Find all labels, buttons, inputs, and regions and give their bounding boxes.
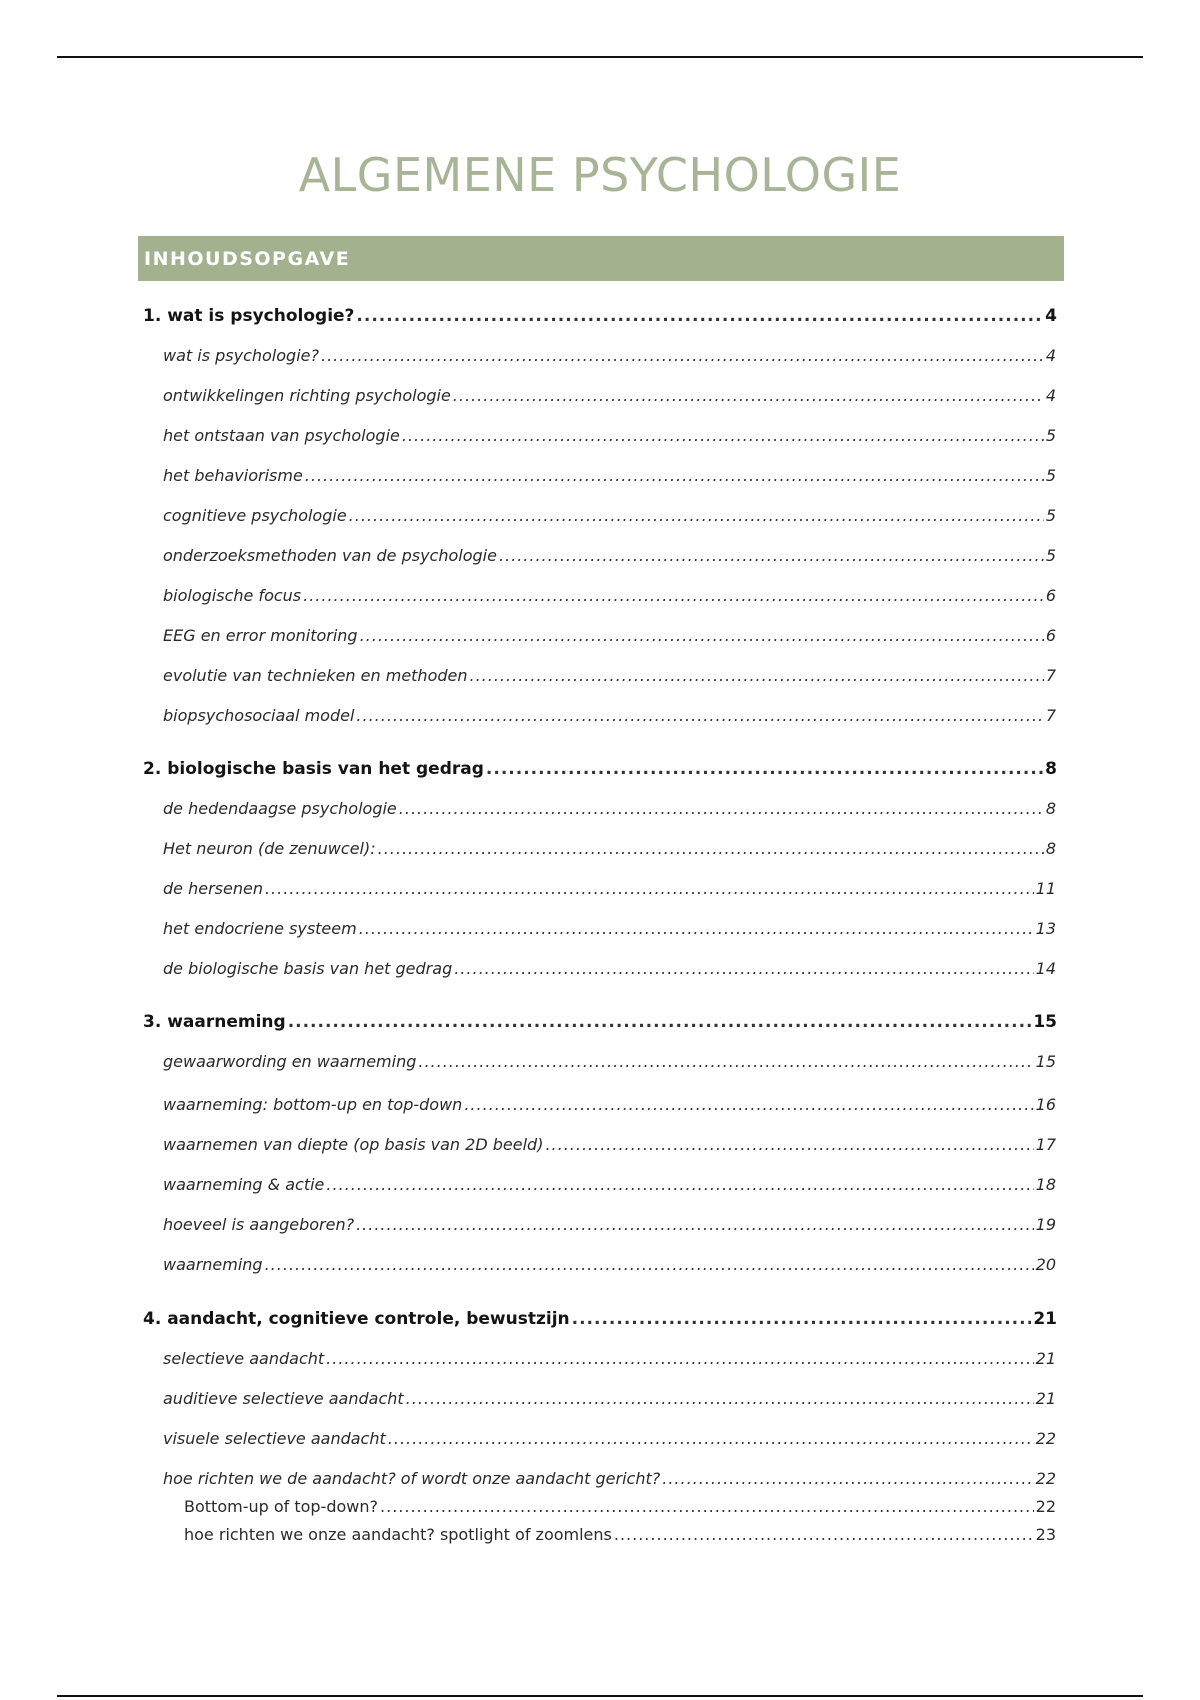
toc-entry-page: 6 bbox=[1045, 626, 1056, 645]
toc-dot-leader bbox=[399, 799, 1044, 818]
toc-entry-label: 2. biologische basis van het gedrag bbox=[143, 759, 484, 779]
toc-entry[interactable] bbox=[163, 1135, 1056, 1154]
toc-dot-leader bbox=[614, 1525, 1034, 1544]
toc-entry[interactable] bbox=[163, 386, 1056, 405]
toc-entry-label: evolutie van technieken en methoden bbox=[163, 666, 468, 685]
toc-entry[interactable] bbox=[163, 1469, 1056, 1488]
toc-entry-label: biologische focus bbox=[163, 586, 302, 605]
toc-dot-leader bbox=[470, 666, 1044, 685]
toc-entry[interactable] bbox=[163, 1349, 1056, 1368]
toc-entry[interactable] bbox=[143, 306, 1057, 326]
toc-entry-page: 19 bbox=[1035, 1215, 1056, 1234]
toc-dot-leader bbox=[486, 759, 1043, 779]
toc-entry-label: de biologische basis van het gedrag bbox=[163, 959, 453, 978]
toc-entry-page: 17 bbox=[1035, 1135, 1056, 1154]
toc-entry-page: 18 bbox=[1035, 1175, 1056, 1194]
toc-entry[interactable] bbox=[163, 626, 1056, 645]
toc-entry-page: 5 bbox=[1045, 466, 1056, 485]
toc-entry-label: hoeveel is aangeboren? bbox=[163, 1215, 355, 1234]
toc-dot-leader bbox=[545, 1135, 1033, 1154]
bottom-rule bbox=[57, 1695, 1143, 1697]
toc-entry[interactable] bbox=[143, 759, 1057, 779]
toc-dot-leader bbox=[356, 706, 1043, 725]
toc-entry[interactable] bbox=[163, 546, 1056, 565]
toc-entry-page: 21 bbox=[1035, 1389, 1056, 1408]
toc-entry[interactable] bbox=[163, 919, 1056, 938]
toc-dot-leader bbox=[418, 1052, 1033, 1071]
toc-entry-label: biopsychosociaal model bbox=[163, 706, 355, 725]
toc-entry-label: hoe richten we onze aandacht? spotlight of zoomlens bbox=[184, 1525, 612, 1544]
toc-entry-page: 13 bbox=[1035, 919, 1056, 938]
toc-entry-page: 8 bbox=[1045, 799, 1056, 818]
toc-dot-leader bbox=[356, 306, 1043, 326]
toc-dot-leader bbox=[406, 1389, 1034, 1408]
toc-entry-page: 5 bbox=[1045, 506, 1056, 525]
toc-entry-label: wat is psychologie? bbox=[163, 346, 319, 365]
toc-entry[interactable] bbox=[163, 586, 1056, 605]
toc-dot-leader bbox=[360, 626, 1044, 645]
toc-entry-label: onderzoeksmethoden van de psychologie bbox=[163, 546, 497, 565]
document-title: ALGEMENE PSYCHOLOGIE bbox=[298, 148, 902, 202]
toc-entry-label: waarnemen van diepte (op basis van 2D beeld) bbox=[163, 1135, 544, 1154]
toc-dot-leader bbox=[359, 919, 1034, 938]
toc-dot-leader bbox=[265, 879, 1034, 898]
toc-dot-leader bbox=[388, 1429, 1034, 1448]
toc-dot-leader bbox=[356, 1215, 1034, 1234]
toc-entry-page: 16 bbox=[1035, 1095, 1056, 1114]
toc-dot-leader bbox=[303, 586, 1044, 605]
toc-entry-page: 6 bbox=[1045, 586, 1056, 605]
toc-entry-label: de hedendaagse psychologie bbox=[163, 799, 397, 818]
toc-dot-leader bbox=[288, 1012, 1032, 1032]
toc-entry-label: 3. waarneming bbox=[143, 1012, 286, 1032]
toc-entry-label: cognitieve psychologie bbox=[163, 506, 347, 525]
toc-dot-leader bbox=[402, 426, 1044, 445]
toc-entry-label: Bottom-up of top-down? bbox=[184, 1497, 379, 1516]
toc-entry-label: selectieve aandacht bbox=[163, 1349, 325, 1368]
toc-entry[interactable] bbox=[163, 1389, 1056, 1408]
toc-entry[interactable] bbox=[163, 799, 1056, 818]
toc-entry[interactable] bbox=[163, 1255, 1056, 1274]
toc-entry[interactable] bbox=[163, 466, 1056, 485]
toc-entry-label: hoe richten we de aandacht? of wordt onze aandacht gericht? bbox=[163, 1469, 661, 1488]
toc-entry-page: 5 bbox=[1045, 426, 1056, 445]
toc-entry-page: 4 bbox=[1045, 306, 1057, 326]
toc-dot-leader bbox=[321, 346, 1044, 365]
toc-entry[interactable] bbox=[143, 1012, 1057, 1032]
toc-entry-page: 4 bbox=[1045, 386, 1056, 405]
toc-dot-leader bbox=[380, 1497, 1034, 1516]
toc-dot-leader bbox=[572, 1309, 1032, 1329]
toc-entry-label: 4. aandacht, cognitieve controle, bewustzijn bbox=[143, 1309, 570, 1329]
toc-dot-leader bbox=[326, 1175, 1033, 1194]
toc-dot-leader bbox=[305, 466, 1044, 485]
toc-entry-label: ontwikkelingen richting psychologie bbox=[163, 386, 451, 405]
toc-entry[interactable] bbox=[163, 959, 1056, 978]
toc-dot-leader bbox=[454, 959, 1033, 978]
toc-entry-page: 11 bbox=[1035, 879, 1056, 898]
toc-entry[interactable] bbox=[143, 1309, 1057, 1329]
toc-entry-page: 14 bbox=[1035, 959, 1056, 978]
toc-entry-label: waarneming: bottom-up en top-down bbox=[163, 1095, 463, 1114]
toc-entry-page: 23 bbox=[1035, 1525, 1056, 1544]
toc-dot-leader bbox=[453, 386, 1044, 405]
toc-entry[interactable] bbox=[163, 1175, 1056, 1194]
toc-heading: INHOUDSOPGAVE bbox=[144, 247, 351, 270]
toc-entry-page: 22 bbox=[1035, 1497, 1056, 1516]
toc-entry-page: 22 bbox=[1035, 1469, 1056, 1488]
toc-entry-page: 15 bbox=[1033, 1012, 1057, 1032]
toc-entry-label: het ontstaan van psychologie bbox=[163, 426, 400, 445]
toc-entry-label: het behaviorisme bbox=[163, 466, 303, 485]
toc-entry-page: 22 bbox=[1035, 1429, 1056, 1448]
toc-entry-page: 8 bbox=[1045, 839, 1056, 858]
toc-entry[interactable] bbox=[163, 1095, 1056, 1114]
toc-entry-label: de hersenen bbox=[163, 879, 263, 898]
toc-dot-leader bbox=[265, 1255, 1034, 1274]
toc-entry-page: 8 bbox=[1045, 759, 1057, 779]
toc-entry-page: 15 bbox=[1035, 1052, 1056, 1071]
toc-entry-label: 1. wat is psychologie? bbox=[143, 306, 355, 326]
toc-entry[interactable] bbox=[163, 1429, 1056, 1448]
toc-entry-page: 21 bbox=[1035, 1349, 1056, 1368]
toc-entry-label: visuele selectieve aandacht bbox=[163, 1429, 386, 1448]
toc-entry-label: waarneming bbox=[163, 1255, 263, 1274]
toc-dot-leader bbox=[378, 839, 1044, 858]
toc-dot-leader bbox=[326, 1349, 1033, 1368]
toc-entry[interactable] bbox=[163, 1052, 1056, 1071]
toc-dot-leader bbox=[464, 1095, 1033, 1114]
toc-entry-label: Het neuron (de zenuwcel): bbox=[163, 839, 376, 858]
toc-entry[interactable] bbox=[163, 506, 1056, 525]
toc-entry-label: waarneming & actie bbox=[163, 1175, 325, 1194]
toc-entry[interactable] bbox=[184, 1525, 1056, 1544]
toc-entry[interactable] bbox=[163, 346, 1056, 365]
toc-dot-leader bbox=[349, 506, 1044, 525]
toc-entry-page: 7 bbox=[1045, 706, 1056, 725]
toc-entry-label: auditieve selectieve aandacht bbox=[163, 1389, 404, 1408]
toc-entry-label: gewaarwording en waarneming bbox=[163, 1052, 417, 1071]
toc-entry-page: 5 bbox=[1045, 546, 1056, 565]
toc-entry-label: EEG en error monitoring bbox=[163, 626, 358, 645]
toc-entry[interactable] bbox=[163, 426, 1056, 445]
toc-entry-label: het endocriene systeem bbox=[163, 919, 357, 938]
toc-dot-leader bbox=[662, 1469, 1033, 1488]
toc-entry[interactable] bbox=[163, 666, 1056, 685]
toc-entry[interactable] bbox=[163, 839, 1056, 858]
toc-entry[interactable] bbox=[163, 1215, 1056, 1234]
toc-entry[interactable] bbox=[163, 879, 1056, 898]
toc-entry[interactable] bbox=[184, 1497, 1056, 1516]
toc-entry-page: 21 bbox=[1033, 1309, 1057, 1329]
toc-dot-leader bbox=[499, 546, 1044, 565]
toc-entry-page: 4 bbox=[1045, 346, 1056, 365]
toc-entry-page: 20 bbox=[1035, 1255, 1056, 1274]
toc-entry[interactable] bbox=[163, 706, 1056, 725]
toc-entry-page: 7 bbox=[1045, 666, 1056, 685]
